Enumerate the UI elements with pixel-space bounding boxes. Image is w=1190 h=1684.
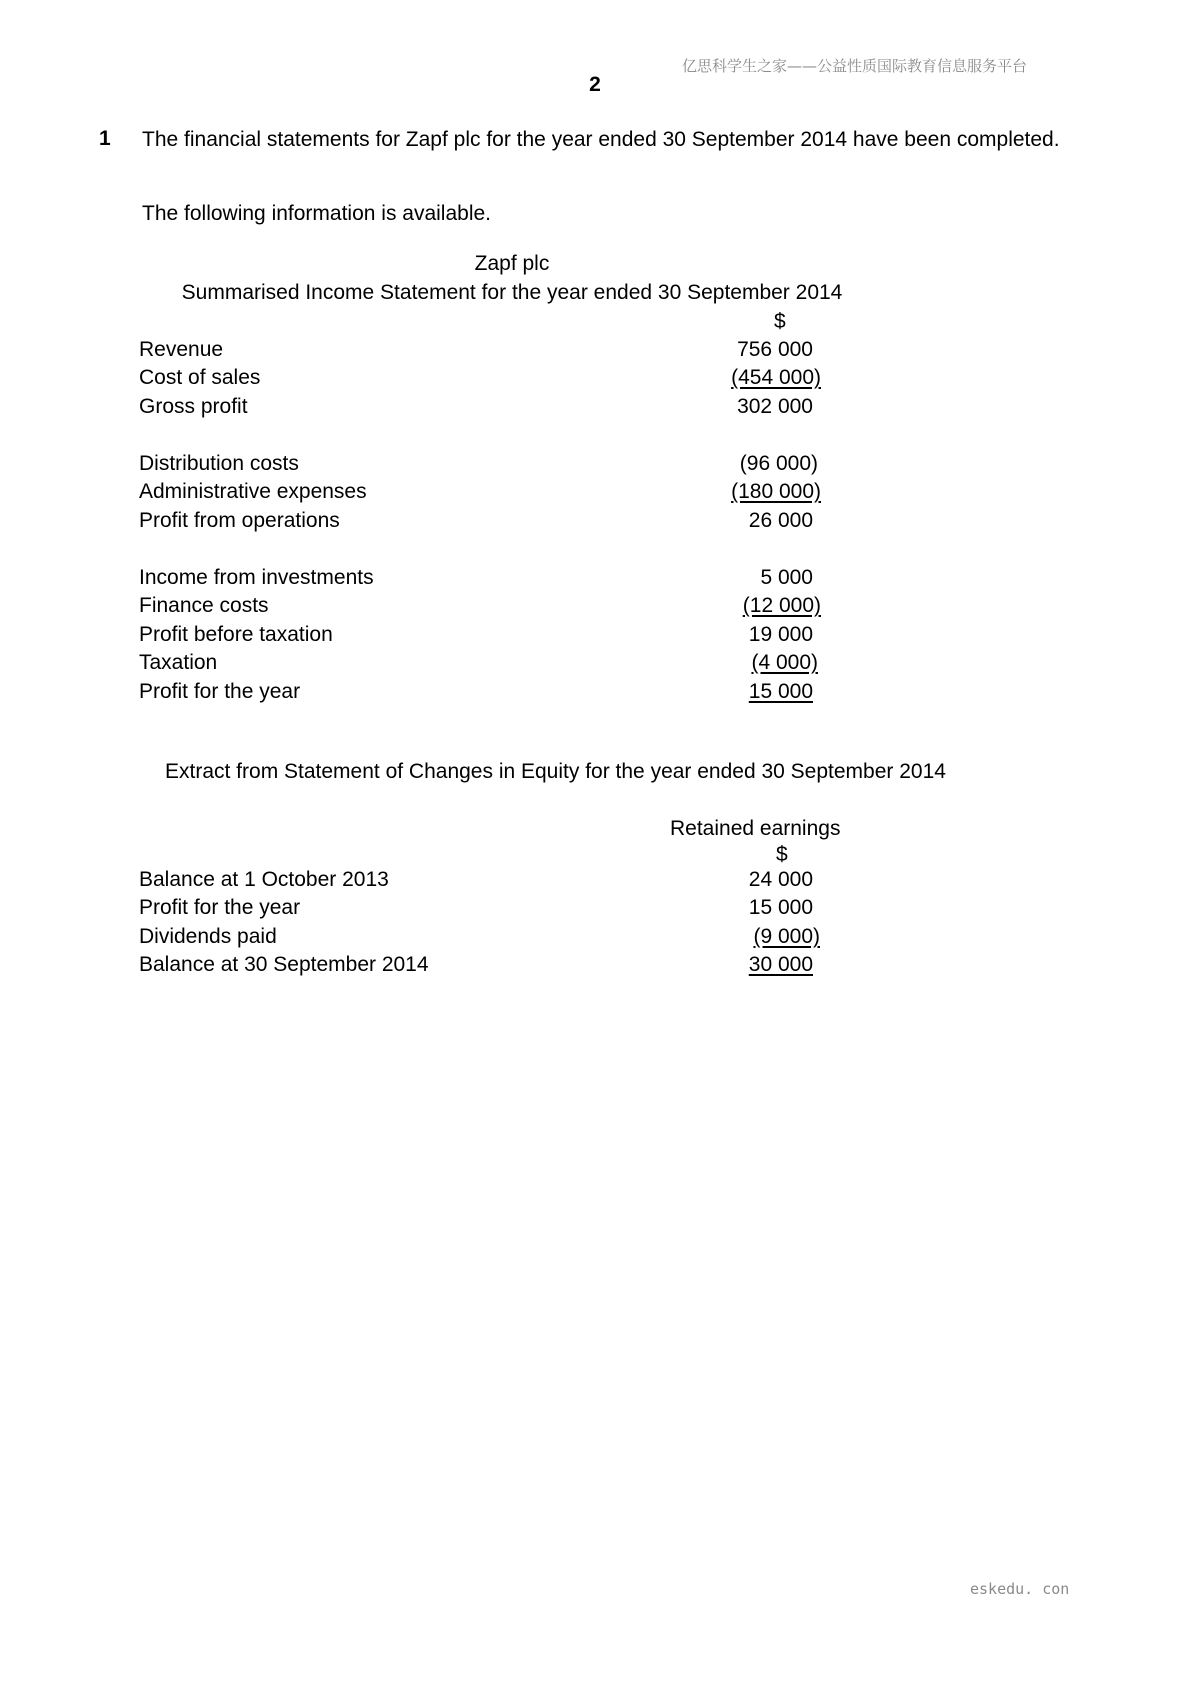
row-amount-income-from-investments: 5 000 [760, 566, 813, 589]
row-label-profit-before-taxation: Profit before taxation [139, 623, 333, 646]
company-name: Zapf plc [474, 252, 550, 275]
equity-row-label-opening-balance: Balance at 1 October 2013 [139, 868, 389, 891]
equity-currency-header: $ [776, 843, 788, 866]
row-amount-profit-before-taxation: 19 000 [748, 623, 813, 646]
page-number: 2 [589, 73, 601, 96]
equity-row-amount-closing-balance: 30 000 [748, 953, 813, 976]
row-amount-profit-from-operations: 26 000 [748, 509, 813, 532]
question-number: 1 [99, 127, 111, 150]
question-text: The financial statements for Zapf plc for the year ended 30 September 2014 have been completed. [142, 128, 1060, 151]
row-label-finance-costs: Finance costs [139, 594, 269, 617]
equity-column-header: Retained earnings [670, 817, 841, 840]
row-amount-gross-profit: 302 000 [737, 395, 813, 418]
row-label-distribution-costs: Distribution costs [139, 452, 299, 475]
row-amount-revenue: 756 000 [737, 338, 813, 361]
row-label-revenue: Revenue [139, 338, 224, 361]
question-intro: The following information is available. [142, 202, 492, 225]
equity-statement-title: Extract from Statement of Changes in Equity for the year ended 30 September 2014 [165, 760, 946, 783]
income-currency-header: $ [774, 310, 786, 333]
equity-row-amount-opening-balance: 24 000 [748, 868, 813, 891]
equity-row-label-closing-balance: Balance at 30 September 2014 [139, 953, 429, 976]
row-label-income-from-investments: Income from investments [139, 566, 374, 589]
row-amount-administrative-expenses: (180 000) [731, 480, 821, 503]
footer-site: eskedu. con [970, 1580, 1070, 1598]
equity-row-amount-dividends-paid: (9 000) [753, 925, 820, 948]
row-label-profit-for-the-year: Profit for the year [139, 680, 301, 703]
income-statement-title: Summarised Income Statement for the year ended 30 September 2014 [181, 281, 843, 304]
equity-row-label-dividends-paid: Dividends paid [139, 925, 277, 948]
row-amount-taxation: (4 000) [751, 651, 818, 674]
row-label-profit-from-operations: Profit from operations [139, 509, 340, 532]
equity-row-label-profit-for-the-year: Profit for the year [139, 896, 301, 919]
row-amount-cost-of-sales: (454 000) [731, 366, 821, 389]
header-watermark: 亿思科学生之家——公益性质国际教育信息服务平台 [682, 57, 1028, 75]
row-amount-distribution-costs: (96 000) [739, 452, 818, 475]
row-label-gross-profit: Gross profit [139, 395, 248, 418]
row-amount-profit-for-the-year: 15 000 [748, 680, 813, 703]
equity-row-amount-profit-for-the-year: 15 000 [748, 896, 813, 919]
row-label-taxation: Taxation [139, 651, 218, 674]
row-label-cost-of-sales: Cost of sales [139, 366, 261, 389]
row-amount-finance-costs: (12 000) [742, 594, 821, 617]
row-label-administrative-expenses: Administrative expenses [139, 480, 367, 503]
